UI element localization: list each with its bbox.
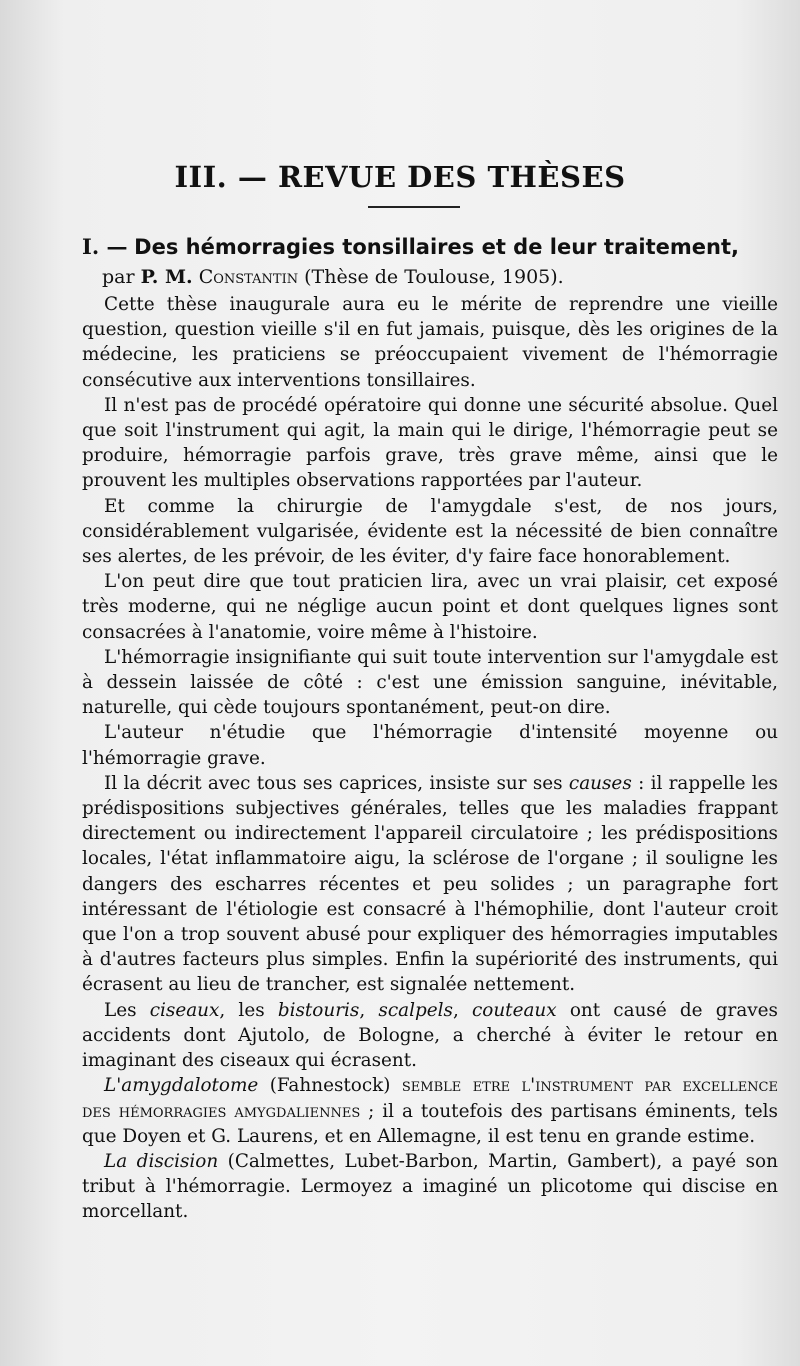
author-name: Constantin: [198, 266, 299, 288]
paragraph: [82, 1073, 778, 1149]
article-number: I. —: [82, 234, 128, 259]
italic-term: L'amygdalotome: [104, 1075, 259, 1097]
paragraph: Et comme la chirurgie de l'amygdale s'est, de nos jours, considérablement vulgarisée, évidente est la nécessité de bien connaître ses alertes, de les prévoir, de les éviter, d'y faire face honorablement.: [82, 495, 778, 568]
text-run: ,: [452, 999, 472, 1021]
text-run: Les: [104, 999, 150, 1021]
italic-term: causes: [568, 772, 632, 794]
italic-term: scalpels: [378, 999, 453, 1021]
article-heading: [82, 232, 776, 292]
article-byline: [82, 262, 776, 292]
italic-term: couteaux: [471, 999, 557, 1021]
text-run: Il la décrit avec tous ses caprices, insiste sur ses: [104, 772, 569, 794]
text-run: ont causé de graves accidents dont Ajutolo, de Bologne, a cherché à éviter le retour en imaginant des ciseaux qui écrasent.: [82, 999, 778, 1072]
text-run: : il rappelle les prédispositions subjectives générales, telles que les maladies frappant directement ou indirectement l'appareil circulatoire ; les prédispositions locales, l'état inflammatoire aigu, la sclérose de l'organe ; il souligne les dangers des escharres récentes et peu solides ; un paragraphe fort intéressant de l'étiologie est consacré à l'hémophilie, dont l'auteur croit que l'on a trop souvent abusé pour expliquer des hémorragies imputables à d'autres facteurs plus simples. Enfin la supériorité des instruments, qui écrasent au lieu de trancher, est signalée nettement.: [82, 772, 778, 996]
text-run: ; il a toutefois des partisans éminents, tels que Doyen et G. Laurens, et en Allemagne, il est tenu en grande estime.: [82, 1100, 778, 1147]
text-run: (Calmettes, Lubet-Barbon, Martin, Gambert), a payé son tribut à l'hémorragie. Lermoyez a imaginé un plicotome qui discise en morcellant.: [82, 1150, 778, 1223]
paragraph: [82, 1149, 778, 1225]
citation: (Thèse de Toulouse, 1905).: [304, 266, 564, 288]
paragraph: L'on peut dire que tout praticien lira, avec un vrai plaisir, cet exposé très moderne, qui ne néglige aucun point et dont quelques lignes sont consacrées à l'anatomie, voire même à l'histoire.: [82, 571, 778, 643]
text-run: , les: [219, 999, 278, 1021]
text-run: ,: [359, 999, 379, 1021]
smallcaps-run: semble etre l'instrument par excellence des hémorragies amygdaliennes: [82, 1075, 778, 1122]
italic-term: La discision: [104, 1150, 219, 1172]
italic-term: ciseaux: [149, 999, 220, 1021]
title-rule: [368, 206, 460, 208]
text-run: (Fahnestock): [258, 1075, 402, 1097]
byline-prefix: par: [102, 266, 135, 288]
italic-term: bistouris: [277, 999, 360, 1021]
paragraph: [82, 771, 778, 998]
article-body: [82, 292, 778, 1225]
paragraph: L'auteur n'étudie que l'hémorragie d'intensité moyenne ou l'hémorragie grave.: [82, 722, 778, 769]
paragraph: Il n'est pas de procédé opératoire qui donne une sécurité absolue. Quel que soit l'instrument qui agit, la main qui le dirige, l'hémorragie peut se produire, hémorragie parfois grave, très grave même, ainsi que le prouvent les multiples observations rapportées par l'auteur.: [82, 394, 778, 492]
section-title: III. — REVUE DES THÈSES: [174, 160, 626, 194]
paragraph: L'hémorragie insignifiante qui suit toute intervention sur l'amygdale est à dessein laissée de côté : c'est une émission sanguine, inévitable, naturelle, qui cède toujours spontanément, peut-on dire.: [82, 646, 778, 719]
author-initials: P. M.: [140, 266, 193, 288]
paragraph: Cette thèse inaugurale aura eu le mérite de reprendre une vieille question, question vieille s'il en fut jamais, puisque, dès les origines de la médecine, les praticiens se préoccupaient vivement de l'hémorragie consécutive aux interventions tonsillaires.: [82, 294, 778, 391]
article-title: Des hémorragies tonsillaires et de leur traitement,: [134, 235, 739, 259]
paragraph: [82, 998, 778, 1074]
